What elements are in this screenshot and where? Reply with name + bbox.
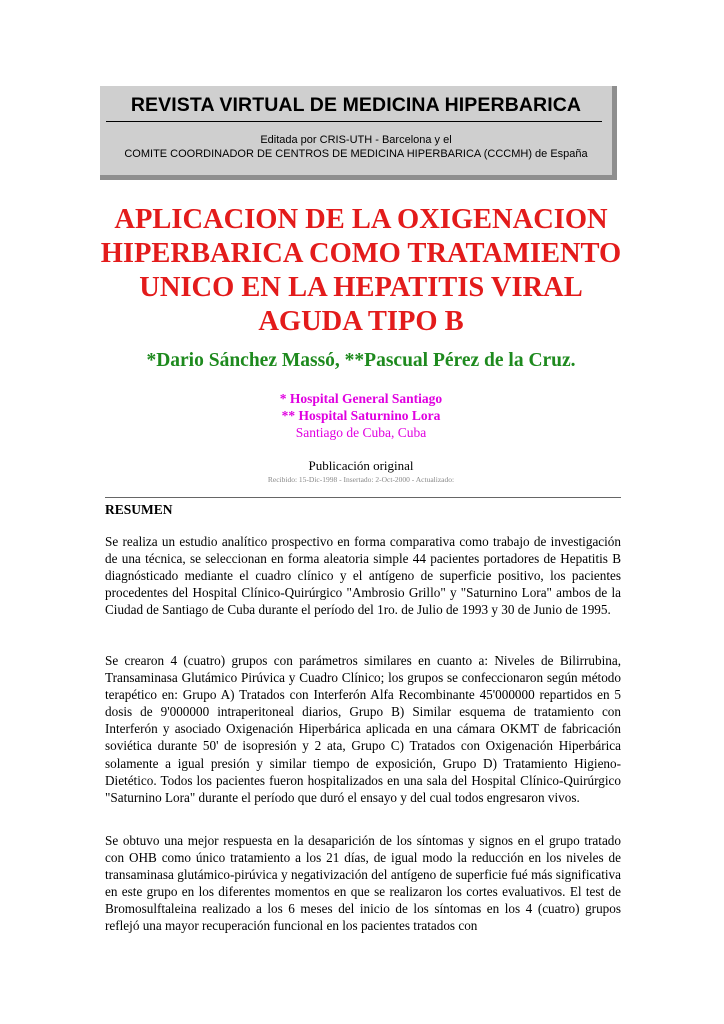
header-divider [106,121,602,122]
journal-header [100,86,617,180]
section-divider [105,497,621,498]
abstract-paragraph-1: Se realiza un estudio analítico prospectivo en forma comparativa como trabajo de investigación de una técnica, se seleccionan en forma aleatoria simple 44 pacientes portadores de Hepatitis B diagnósticado mediante el cuadro clínico y el antígeno de superficie positivo, los pacientes procedentes del Hospital Clínico-Quirúrgico "Ambrosio Grillo" y "Saturnino Lora" ambos de la Ciudad de Santiago de Cuba durante el período del 1ro. de Julio de 1993 y 30 de Junio de 1995. [105,534,621,618]
publication-type: Publicación original [308,458,414,473]
article-authors: *Dario Sánchez Massó, **Pascual Pérez de la Cruz. [146,350,576,371]
affiliation-city: Santiago de Cuba, Cuba [295,425,427,440]
abstract-paragraph-3: Se obtuvo una mejor respuesta en la desaparición de los síntomas y signos en el grupo tratado con OHB como único tratamiento a los 21 días, de igual modo la reducción en los niveles de transaminasa glutámico-pirúvica y negativización del antígeno de superficie fué más significativa en este grupo en los diferentes momentos en que se realizaron los cortes evaluativos. El test de Bromosulftaleina realizado a los 6 meses del inicio de los síntomas en los 4 (cuatro) grupos reflejó una mayor recuperación funcional en los pacientes tratados con [105,833,621,934]
abstract-paragraph-2: Se crearon 4 (cuatro) grupos con parámetros similares en cuanto a: Niveles de Bilirrubina, Transaminasa Glutámico Pirúvica y Cuadro Clínico; los grupos se confeccionaron según método terapético en: Grupo A) Tratados con Interferón Alfa Recombinante 45'000000 repartidos en 5 dosis de 9'000000 intraperitoneal diarios, Grupo B) Similar esquema de tratamiento con Interferón y asociado Oxigenación Hiperbárica aplicada en una cámara OKMT de fabricación soviética durante 50' de isopresión y 2 ata, Grupo C) Tratados con Oxigenación Hiperbárica solamente a igual presión y similar tiempo de exposición, Grupo D) Tratamiento Higieno-Dietético. Todos los pacientes fueron hospitalizados en una sala del Hospital Clínico-Quirúrgico "Saturnino Lora" durante el período que duró el ensayo y del cual todos engresaron vivos. [105,653,621,805]
publisher-info [100,133,612,161]
abstract-heading: RESUMEN [105,502,173,517]
publisher-line-1: Editada por CRIS-UTH - Barcelona y el [260,134,452,146]
publisher-line-2: COMITE COORDINADOR DE CENTROS DE MEDICINA HIPERBARICA (CCCMH) de España [124,148,588,160]
affiliation-2: ** Hospital Saturnino Lora [281,408,441,423]
publication-dates: Recibido: 15-Dic-1998 - Insertado: 2-Oct-2000 - Actualizado: [267,475,455,484]
article-title: APLICACION DE LA OXIGENACION HIPERBARICA COMO TRATAMIENTO UNICO EN LA HEPATITIS VIRAL AGUDA TIPO B [100,204,622,337]
affiliation-1: * Hospital General Santiago [279,391,443,406]
journal-title: REVISTA VIRTUAL DE MEDICINA HIPERBARICA [130,94,582,116]
